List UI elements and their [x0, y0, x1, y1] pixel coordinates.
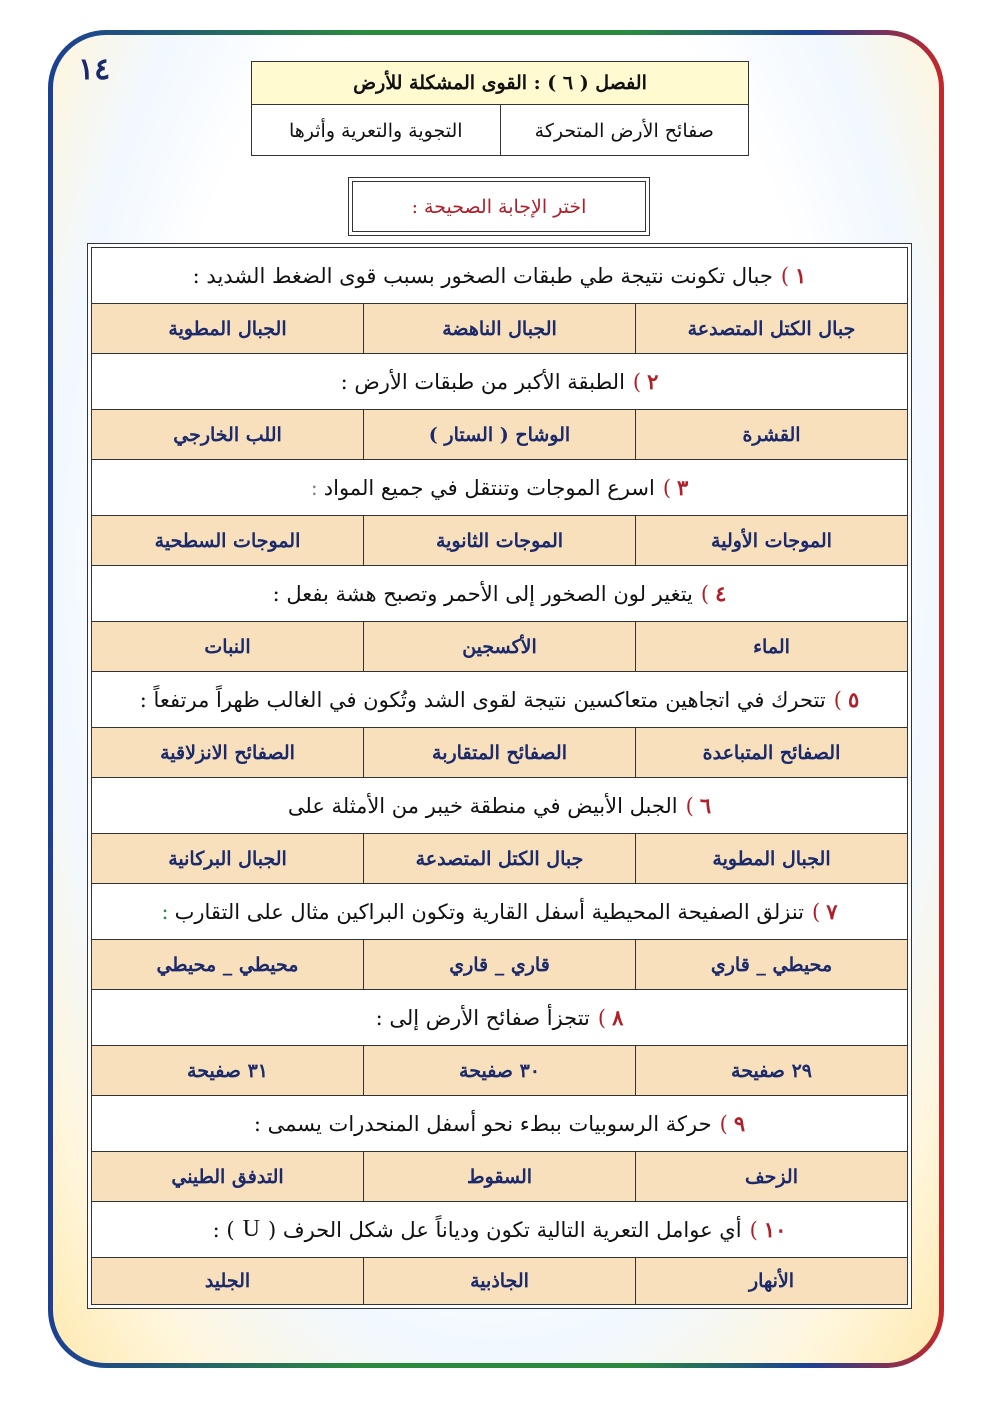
answer-option[interactable]: التدفق الطيني	[92, 1152, 364, 1201]
question-row	[92, 1096, 907, 1152]
answer-option[interactable]: ٢٩ صفيحة	[731, 1059, 812, 1082]
answer-option[interactable]: جبال الكتل المتصدعة	[687, 317, 856, 340]
question-number: ١٠	[763, 1217, 787, 1242]
question-row	[92, 248, 907, 304]
answer-row	[92, 728, 907, 778]
question-number: ٩	[733, 1111, 746, 1136]
question-paren: )	[719, 1111, 728, 1136]
answer-row	[92, 1258, 907, 1304]
answer-option[interactable]: ٣١ صفيحة	[92, 1046, 364, 1095]
question-row	[92, 566, 907, 622]
question-number: ٤	[715, 581, 727, 606]
answer-option[interactable]: السقوط	[364, 1152, 636, 1201]
subtitle-right: صفائح الأرض المتحركة	[534, 119, 714, 142]
subtitle-left: التجوية والتعرية وأثرها	[252, 105, 501, 156]
question-text: جبال تكونت نتيجة طي طبقات الصخور بسبب قوى الضغط الشديد :	[192, 263, 773, 288]
answer-option[interactable]: الأنهار	[748, 1270, 795, 1292]
answer-row	[92, 1152, 907, 1202]
answer-option[interactable]: الموجات الثانوية	[364, 516, 636, 565]
question-text: تتحرك في اتجاهين متعاكسين نتيجة لقوى الشد وتُكون في الغالب ظهراً مرتفعاً :	[139, 687, 826, 712]
answer-option[interactable]: الجليد	[92, 1258, 364, 1304]
question-number: ٧	[826, 899, 838, 924]
answer-row	[92, 622, 907, 672]
answer-option[interactable]: الماء	[753, 635, 790, 658]
chapter-subtitles	[252, 105, 748, 156]
question-paren: )	[780, 263, 790, 288]
question-row	[92, 1202, 907, 1258]
question-suffix: :	[161, 899, 169, 924]
answer-option[interactable]: الصفائح الانزلاقية	[92, 728, 364, 777]
chapter-title: الفصل ( ٦ ) : القوى المشكلة للأرض	[252, 62, 748, 105]
question-row	[92, 884, 907, 940]
answer-row	[92, 834, 907, 884]
answer-row	[92, 940, 907, 990]
answer-option[interactable]: الجبال الناهضة	[364, 304, 636, 353]
question-row	[92, 990, 907, 1046]
question-paren: )	[597, 1005, 607, 1030]
question-text: الجبل الأبيض في منطقة خيبر من الأمثلة على	[287, 793, 678, 818]
answer-option[interactable]: الوشاح ( الستار )	[364, 410, 636, 459]
answer-option[interactable]: القشرة	[742, 423, 801, 446]
question-number: ٨	[612, 1005, 624, 1030]
question-row	[92, 778, 907, 834]
questions-table-inner	[91, 247, 908, 1305]
question-text: حركة الرسوبيات ببطء نحو أسفل المنحدرات يسمى :	[253, 1111, 712, 1136]
question-paren: )	[833, 687, 842, 712]
question-letter: U	[242, 1216, 260, 1242]
instruction-text: اختر الإجابة الصحيحة :	[352, 181, 646, 232]
instruction-box	[348, 177, 650, 236]
answer-option[interactable]: الموجات السطحية	[92, 516, 364, 565]
question-paren: )	[685, 793, 694, 818]
answer-row	[92, 516, 907, 566]
page-number: ١٤	[78, 52, 111, 87]
question-paren: )	[632, 369, 642, 394]
answer-option[interactable]: الجاذبية	[364, 1258, 636, 1304]
question-row	[92, 354, 907, 410]
answer-option[interactable]: اللب الخارجي	[92, 410, 364, 459]
answer-option[interactable]: الصفائح المتقاربة	[364, 728, 636, 777]
question-suffix: :	[310, 475, 318, 500]
answer-option[interactable]: قاري _ قاري	[364, 940, 636, 989]
question-paren: )	[700, 581, 710, 606]
question-text: تنزلق الصفيحة المحيطية أسفل القارية وتكون البراكين مثال على التقارب	[174, 899, 805, 924]
answer-row	[92, 304, 907, 354]
answer-option[interactable]: الجبال البركانية	[92, 834, 364, 883]
question-text: الطبقة الأكبر من طبقات الأرض :	[340, 369, 625, 394]
question-tail: ) :	[212, 1217, 235, 1242]
question-paren: )	[749, 1217, 758, 1242]
answer-option[interactable]: الموجات الأولية	[711, 529, 832, 552]
questions-table	[87, 243, 912, 1309]
question-number: ٥	[847, 687, 860, 712]
question-text: اسرع الموجات وتنتقل في جميع المواد	[323, 475, 655, 500]
answer-option[interactable]: النبات	[92, 622, 364, 671]
question-number: ٦	[699, 793, 712, 818]
answer-option[interactable]: محيطي _ قاري	[710, 953, 833, 976]
answer-option[interactable]: الجبال المطوية	[92, 304, 364, 353]
chapter-header	[251, 61, 749, 156]
answer-option[interactable]: محيطي _ محيطي	[92, 940, 364, 989]
answer-option[interactable]: جبال الكتل المتصدعة	[364, 834, 636, 883]
answer-option[interactable]: الزحف	[745, 1165, 798, 1188]
answer-option[interactable]: الأكسجين	[364, 622, 636, 671]
answer-option[interactable]: ٣٠ صفيحة	[364, 1046, 636, 1095]
question-text: تتجزأ صفائح الأرض إلى :	[375, 1005, 590, 1030]
question-text: يتغير لون الصخور إلى الأحمر وتصبح هشة بفعل :	[272, 581, 693, 606]
question-row	[92, 460, 907, 516]
question-row	[92, 672, 907, 728]
question-number: ٣	[677, 475, 689, 500]
question-paren: )	[812, 899, 821, 924]
answer-row	[92, 1046, 907, 1096]
question-text: أي عوامل التعرية التالية تكون ودياناً عل شكل الحرف (	[267, 1217, 742, 1242]
answer-row	[92, 410, 907, 460]
question-number: ١	[795, 263, 807, 288]
answer-option[interactable]: الجبال المطوية	[712, 847, 831, 870]
question-paren: )	[662, 475, 672, 500]
answer-option[interactable]: الصفائح المتباعدة	[702, 741, 841, 764]
question-number: ٢	[647, 369, 659, 394]
